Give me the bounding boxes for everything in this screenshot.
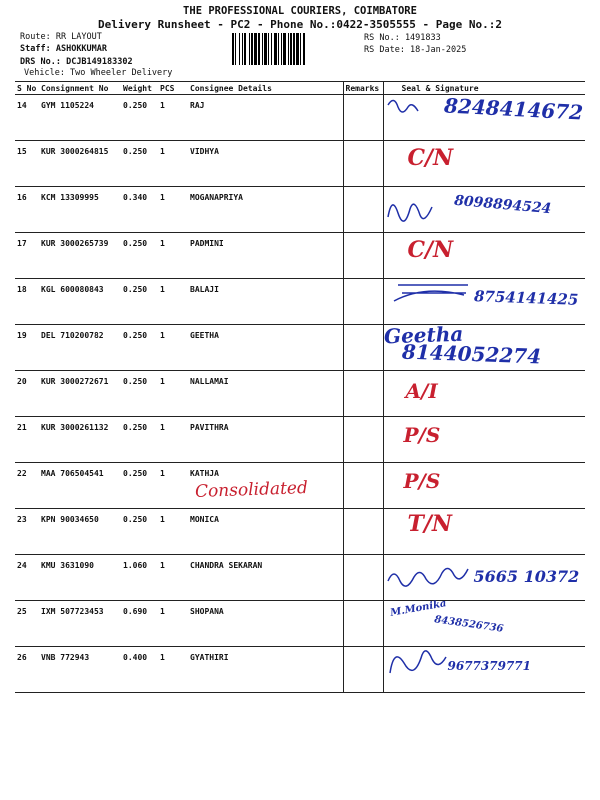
signature-scribble	[384, 187, 484, 227]
cell-consignee: MONICA	[188, 509, 343, 555]
cell-consignment: KCM 13309995	[39, 187, 121, 233]
cell-sno: 26	[15, 647, 39, 693]
signature-scribble	[384, 555, 484, 595]
barcode-bar	[239, 33, 240, 65]
handwritten-note: 5665 10372	[473, 567, 580, 586]
barcode-bar	[268, 33, 269, 65]
table-header-row	[15, 82, 585, 95]
barcode-bar	[296, 33, 299, 65]
cell-consignee: KATHJA	[188, 463, 343, 509]
signature-cell	[383, 509, 585, 555]
barcode-icon	[232, 33, 356, 65]
cell-remarks	[343, 233, 383, 279]
cell-consignment: IXM 507723453	[39, 601, 121, 647]
runsheet-table	[15, 81, 585, 693]
handwritten-note: 9677379771	[447, 659, 531, 673]
col-header-remarks: Remarks	[343, 82, 383, 95]
cell-weight: 0.250	[121, 463, 158, 509]
col-header-signature: Seal & Signature	[383, 82, 585, 95]
signature-cell	[383, 321, 585, 371]
cell-consignment: KUR 3000261132	[39, 417, 121, 463]
cell-weight: 0.250	[121, 233, 158, 279]
barcode-bar	[264, 33, 267, 65]
cell-consignment: KUR 3000265739	[39, 233, 121, 279]
cell-consignment: KMU 3631090	[39, 555, 121, 601]
cell-consignee: PAVITHRA	[188, 417, 343, 463]
cell-pcs: 1	[158, 601, 188, 647]
table-row	[15, 95, 585, 141]
cell-remarks	[343, 371, 383, 417]
handwritten-note: C/N	[407, 237, 454, 263]
cell-consignment: VNB 772943	[39, 647, 121, 693]
barcode-bar	[303, 33, 305, 65]
cell-pcs: 1	[158, 325, 188, 371]
barcode-bar	[232, 33, 234, 65]
staff-line	[20, 44, 107, 54]
company-title: THE PROFESSIONAL COURIERS, COIMBATORE	[183, 5, 417, 17]
cell-weight: 0.250	[121, 279, 158, 325]
barcode-bar	[271, 33, 272, 65]
cell-consignment: MAA 706504541	[39, 463, 121, 509]
cell-remarks	[343, 647, 383, 693]
cell-pcs: 1	[158, 233, 188, 279]
col-header-consignment: Consignment No	[39, 82, 121, 95]
cell-consignee: PADMINI	[188, 233, 343, 279]
signature-cell	[383, 95, 585, 141]
cell-weight: 0.690	[121, 601, 158, 647]
handwritten-note: C/N	[407, 145, 454, 171]
table-row	[15, 141, 585, 187]
rs-number: RS No.: 1491833	[364, 33, 441, 43]
cell-consignment: KUR 3000272671	[39, 371, 121, 417]
cell-weight: 0.250	[121, 325, 158, 371]
cell-sno: 22	[15, 463, 39, 509]
vehicle-label: Vehicle: Two Wheeler Delivery	[24, 68, 173, 78]
cell-pcs: 1	[158, 647, 188, 693]
barcode-bar	[254, 33, 257, 65]
drs-line	[20, 57, 133, 67]
table-row	[15, 279, 585, 325]
runsheet-subtitle: Delivery Runsheet - PC2 - Phone No.:0422-3505555 - Page No.:2	[98, 18, 502, 31]
cell-remarks	[343, 325, 383, 371]
cell-weight: 0.250	[121, 417, 158, 463]
handwritten-note: P/S	[403, 423, 441, 447]
rs-date: RS Date: 18-Jan-2025	[364, 45, 467, 55]
cell-sno: 21	[15, 417, 39, 463]
barcode-bar	[244, 33, 246, 65]
cell-pcs: 1	[158, 463, 188, 509]
cell-pcs: 1	[158, 509, 188, 555]
cell-sno: 19	[15, 325, 39, 371]
cell-consignment: KUR 3000264815	[39, 141, 121, 187]
cell-consignee: SHOPANA	[188, 601, 343, 647]
signature-scribble	[384, 647, 484, 687]
cell-weight: 0.400	[121, 647, 158, 693]
signature-cell	[383, 279, 585, 325]
handwritten-consolidated-note: Consolidated	[194, 478, 309, 502]
handwritten-note: 8098894524	[452, 192, 552, 218]
barcode-bar	[262, 33, 263, 65]
cell-remarks	[343, 279, 383, 325]
cell-remarks	[343, 601, 383, 647]
cell-weight: 0.250	[121, 371, 158, 417]
barcode-bar	[251, 33, 253, 65]
cell-weight: 0.250	[121, 95, 158, 141]
barcode-bar	[249, 33, 250, 65]
drs-label: DRS No.:	[20, 57, 61, 67]
cell-consignee: CHANDRA SEKARAN	[188, 555, 343, 601]
handwritten-note: 8144052274	[401, 339, 542, 369]
cell-consignee: GYATHIRI	[188, 647, 343, 693]
cell-weight: 1.060	[121, 555, 158, 601]
cell-weight: 0.250	[121, 141, 158, 187]
table-row	[15, 555, 585, 601]
cell-weight: 0.250	[121, 509, 158, 555]
signature-cell	[383, 463, 585, 509]
cell-pcs: 1	[158, 555, 188, 601]
handwritten-note: 8754141425	[473, 287, 579, 309]
cell-pcs: 1	[158, 141, 188, 187]
signature-cell	[383, 555, 585, 601]
cell-weight: 0.340	[121, 187, 158, 233]
col-header-weight: Weight	[121, 82, 158, 95]
signature-scribble	[384, 279, 484, 319]
signature-cell	[383, 417, 585, 463]
signature-cell	[383, 187, 585, 233]
barcode-bar	[274, 33, 277, 65]
cell-remarks	[343, 555, 383, 601]
table-row	[15, 233, 585, 279]
handwritten-note: 8438526736	[433, 614, 504, 635]
table-row	[15, 417, 585, 463]
signature-cell	[383, 647, 585, 693]
cell-sno: 16	[15, 187, 39, 233]
col-header-pcs: PCS	[158, 82, 188, 95]
cell-pcs: 1	[158, 187, 188, 233]
cell-consignment: DEL 710200782	[39, 325, 121, 371]
barcode-bar	[258, 33, 260, 65]
cell-consignee: MOGANAPRIYA	[188, 187, 343, 233]
signature-cell	[383, 141, 585, 187]
cell-remarks	[343, 509, 383, 555]
cell-sno: 15	[15, 141, 39, 187]
col-header-consignee: Consignee Details	[188, 82, 343, 95]
table-row	[15, 509, 585, 555]
handwritten-note: Geetha	[383, 321, 464, 349]
cell-remarks	[343, 141, 383, 187]
cell-remarks	[343, 95, 383, 141]
barcode-bar	[290, 33, 292, 65]
table-row	[15, 325, 585, 371]
handwritten-note: P/S	[403, 469, 441, 493]
cell-remarks	[343, 417, 383, 463]
cell-consignee: RAJ	[188, 95, 343, 141]
barcode-bar	[242, 33, 243, 65]
signature-cell	[383, 233, 585, 279]
cell-sno: 23	[15, 509, 39, 555]
handwritten-note: M.Monika	[388, 598, 447, 619]
cell-consignment: KPN 90034650	[39, 509, 121, 555]
barcode-bar	[300, 33, 301, 65]
barcode-bar	[283, 33, 286, 65]
cell-pcs: 1	[158, 279, 188, 325]
cell-consignee: BALAJI	[188, 279, 343, 325]
cell-sno: 14	[15, 95, 39, 141]
cell-sno: 20	[15, 371, 39, 417]
cell-consignee: GEETHA	[188, 325, 343, 371]
staff-label: Staff:	[20, 44, 51, 54]
staff-name: ASHOKKUMAR	[55, 44, 108, 54]
handwritten-note: 8248414672	[442, 93, 584, 125]
cell-consignment: GYM 1105224	[39, 95, 121, 141]
signature-cell	[383, 598, 585, 647]
cell-pcs: 1	[158, 417, 188, 463]
barcode-bar	[288, 33, 289, 65]
signature-scribble	[384, 95, 484, 135]
cell-remarks	[343, 187, 383, 233]
barcode-bar	[235, 33, 236, 65]
handwritten-note: A/I	[405, 379, 438, 403]
barcode-bar	[293, 33, 295, 65]
col-header-sno: S No	[15, 82, 39, 95]
cell-sno: 25	[15, 601, 39, 647]
cell-sno: 17	[15, 233, 39, 279]
cell-sno: 24	[15, 555, 39, 601]
cell-sno: 18	[15, 279, 39, 325]
barcode-bar	[278, 33, 279, 65]
route-label: Route: RR LAYOUT	[20, 32, 102, 42]
table-row	[15, 647, 585, 693]
table-row	[15, 601, 585, 647]
handwritten-note: T/N	[407, 511, 453, 537]
barcode-bar	[281, 33, 282, 65]
cell-consignee: NALLAMAI	[188, 371, 343, 417]
cell-pcs: 1	[158, 371, 188, 417]
cell-remarks	[343, 463, 383, 509]
table-row	[15, 187, 585, 233]
table-row	[15, 371, 585, 417]
cell-pcs: 1	[158, 95, 188, 141]
signature-cell	[383, 371, 585, 417]
cell-consignment: KGL 600080843	[39, 279, 121, 325]
drs-number: DCJB149183302	[66, 57, 133, 67]
cell-consignee: VIDHYA	[188, 141, 343, 187]
